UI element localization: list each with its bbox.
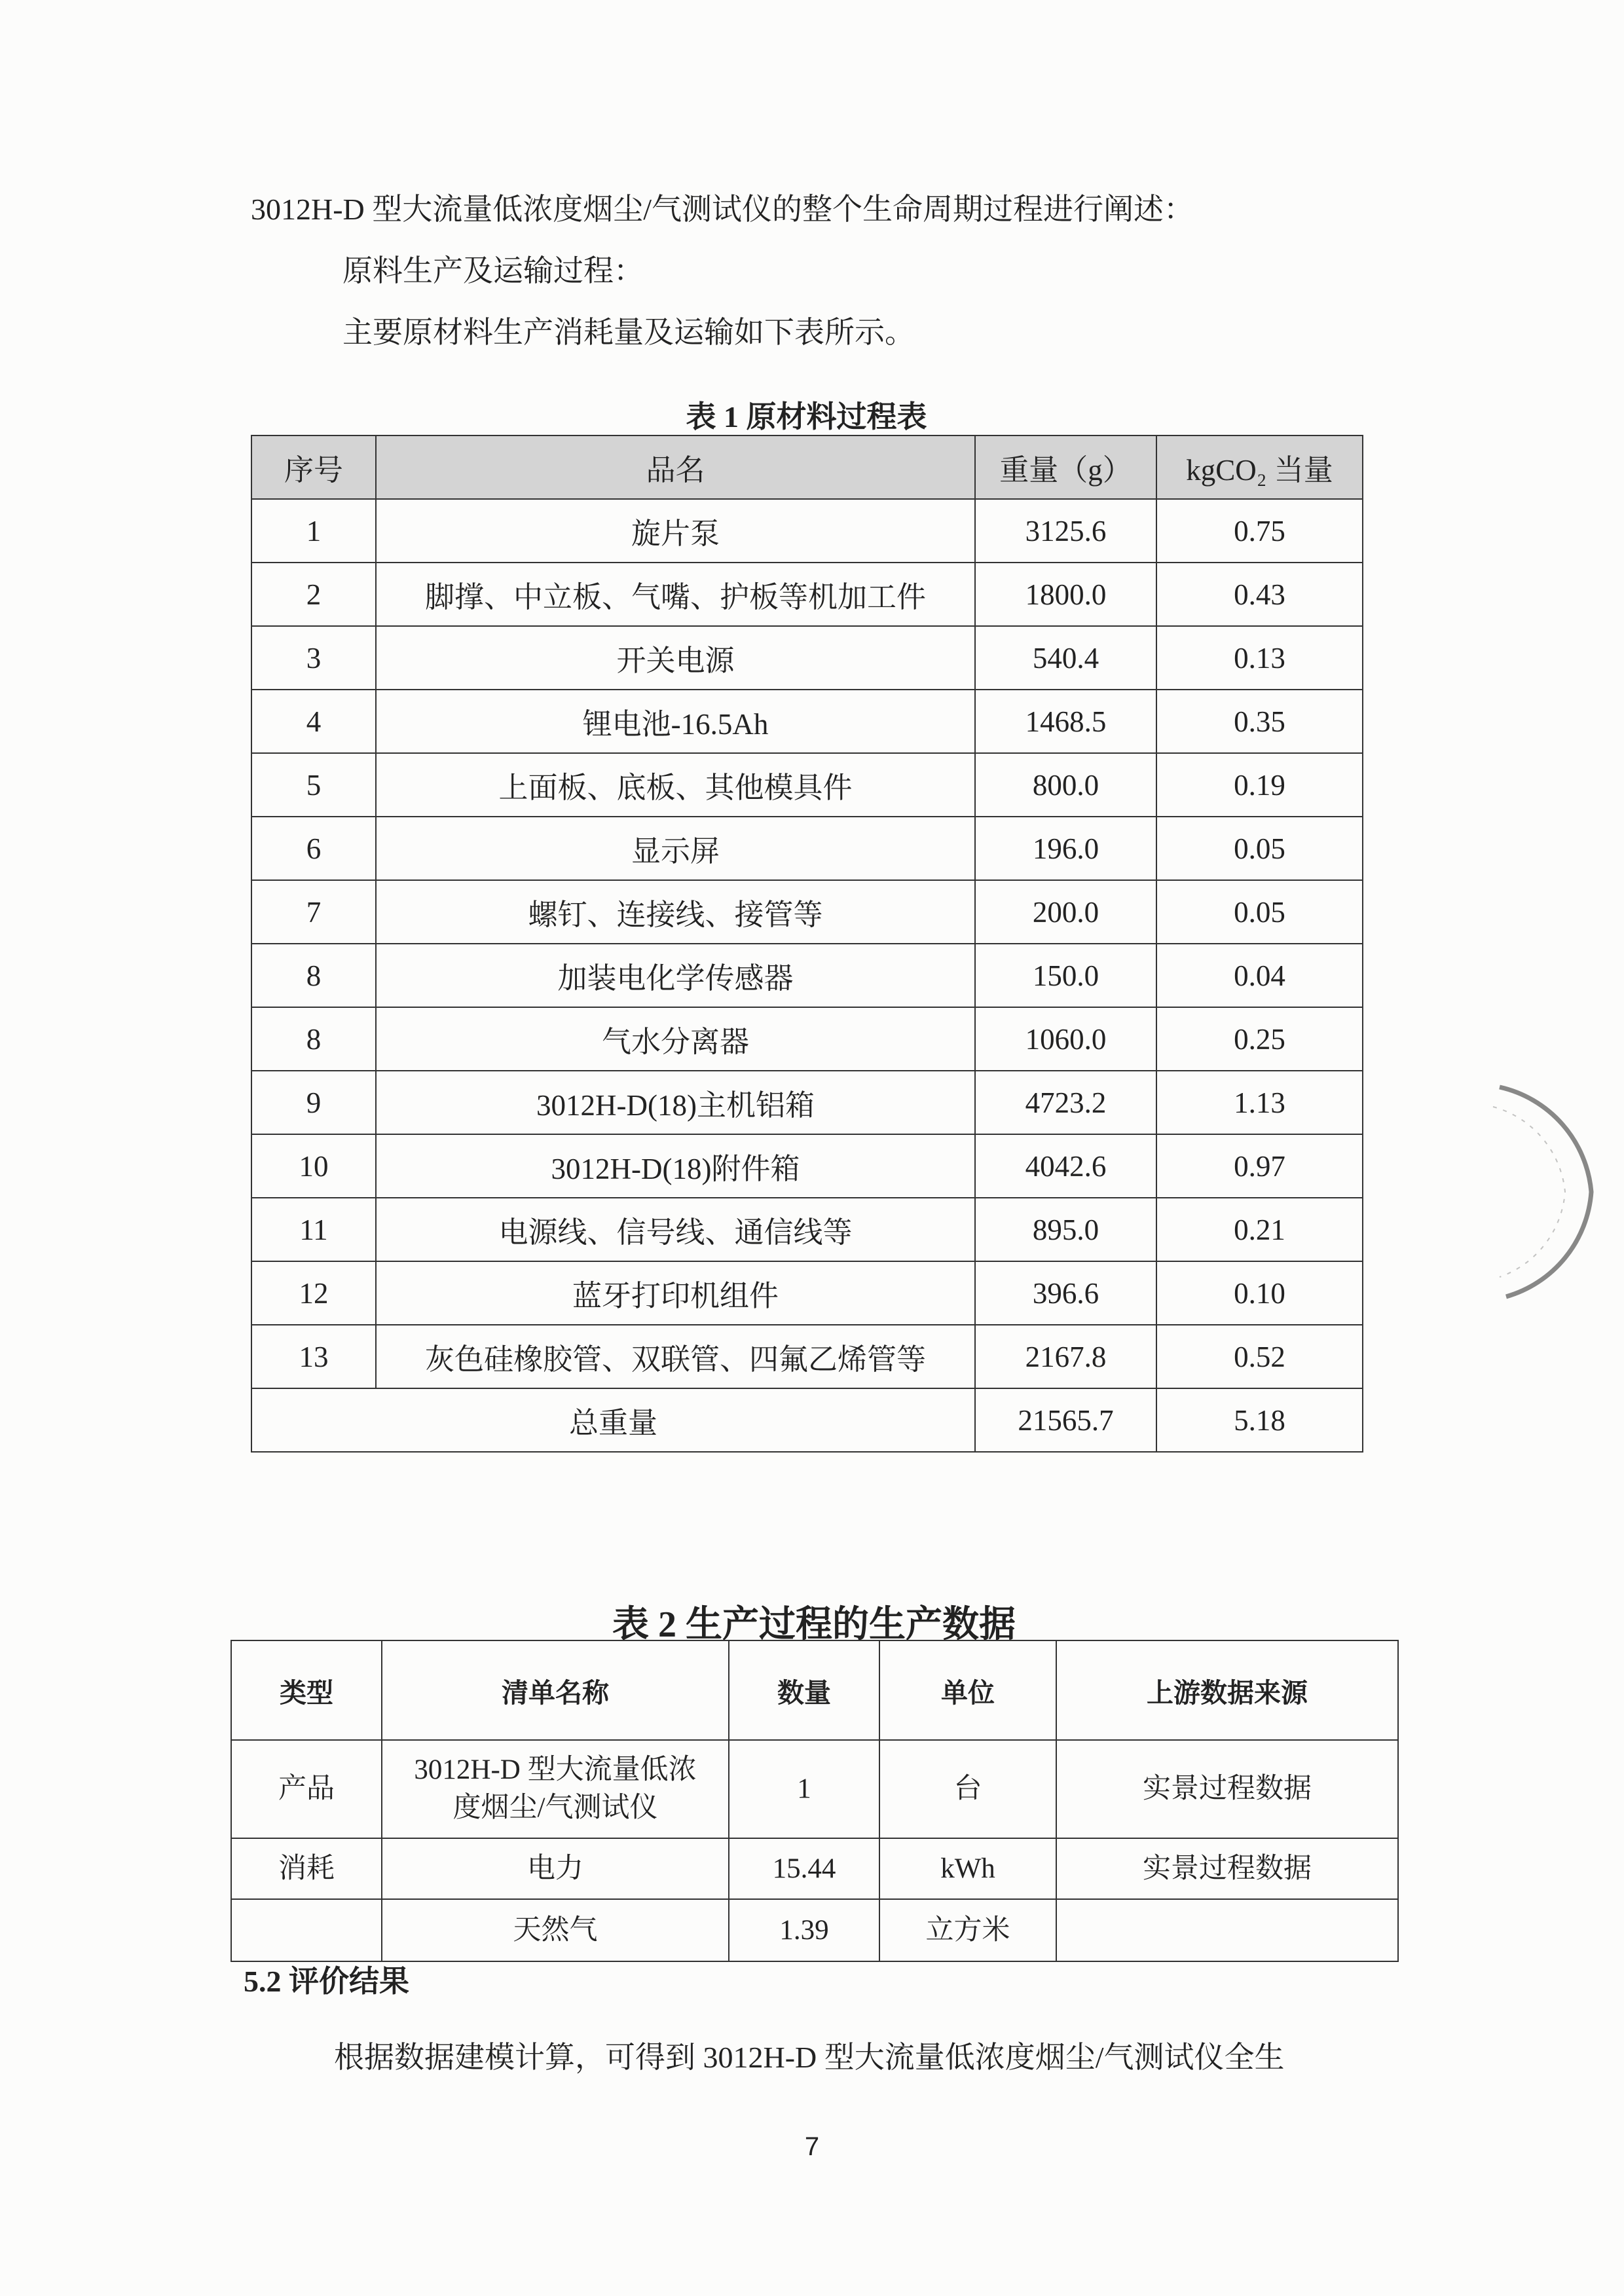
table-row <box>251 1198 1363 1261</box>
row-item-name: 开关电源 <box>376 626 975 690</box>
row-source: 实景过程数据 <box>1056 1740 1398 1838</box>
row-co2: 0.05 <box>1156 880 1363 944</box>
row-co2: 0.43 <box>1156 563 1363 626</box>
section-body: 根据数据建模计算，可得到 3012H-D 型大流量低浓度烟尘/气测试仪全生 <box>334 2041 1285 2074</box>
row-index: 8 <box>251 1007 376 1071</box>
row-item-name: 脚撑、中立板、气嘴、护板等机加工件 <box>376 563 975 626</box>
intro-line-2: 原料生产及运输过程： <box>342 254 644 287</box>
total-weight: 21565.7 <box>975 1388 1156 1452</box>
table-row <box>251 880 1363 944</box>
row-type: 产品 <box>231 1740 382 1838</box>
row-co2: 0.13 <box>1156 626 1363 690</box>
table-row <box>251 1261 1363 1325</box>
row-weight: 1468.5 <box>975 690 1156 753</box>
row-item-name: 灰色硅橡胶管、双联管、四氟乙烯管等 <box>376 1325 975 1388</box>
row-index: 4 <box>251 690 376 753</box>
row-co2: 0.52 <box>1156 1325 1363 1388</box>
row-item-name: 上面板、底板、其他模具件 <box>376 753 975 817</box>
row-weight: 2167.8 <box>975 1325 1156 1388</box>
table-row <box>251 753 1363 817</box>
row-source: 实景过程数据 <box>1056 1838 1398 1899</box>
row-co2: 0.25 <box>1156 1007 1363 1071</box>
table-row <box>251 690 1363 753</box>
row-index: 8 <box>251 944 376 1007</box>
row-weight: 800.0 <box>975 753 1156 817</box>
row-index: 13 <box>251 1325 376 1388</box>
seal-stamp-icon <box>1486 1061 1624 1323</box>
row-weight: 1060.0 <box>975 1007 1156 1071</box>
row-weight: 1800.0 <box>975 563 1156 626</box>
row-type: 消耗 <box>231 1838 382 1899</box>
table-header-row <box>251 435 1363 499</box>
row-name: 电力 <box>382 1838 729 1899</box>
table-row <box>251 1325 1363 1388</box>
row-co2: 0.05 <box>1156 817 1363 880</box>
row-name: 天然气 <box>382 1899 729 1961</box>
row-weight: 396.6 <box>975 1261 1156 1325</box>
table-row <box>251 1007 1363 1071</box>
row-item-name: 3012H-D(18)主机铝箱 <box>376 1071 975 1134</box>
row-co2: 0.21 <box>1156 1198 1363 1261</box>
row-index: 6 <box>251 817 376 880</box>
row-weight: 895.0 <box>975 1198 1156 1261</box>
row-weight: 196.0 <box>975 817 1156 880</box>
row-index: 10 <box>251 1134 376 1198</box>
row-index: 2 <box>251 563 376 626</box>
row-name: 3012H-D 型大流量低浓度烟尘/气测试仪 <box>382 1740 729 1838</box>
row-item-name: 气水分离器 <box>376 1007 975 1071</box>
row-index: 9 <box>251 1071 376 1134</box>
table1-caption: 表 1 原材料过程表 <box>686 400 927 434</box>
row-weight: 4042.6 <box>975 1134 1156 1198</box>
row-weight: 540.4 <box>975 626 1156 690</box>
row-source <box>1056 1899 1398 1961</box>
col-header-index: 序号 <box>251 435 376 499</box>
row-item-name: 锂电池-16.5Ah <box>376 690 975 753</box>
row-index: 12 <box>251 1261 376 1325</box>
table-row <box>231 1740 1398 1838</box>
table-row <box>251 1134 1363 1198</box>
col-header-type: 类型 <box>231 1640 382 1740</box>
row-index: 3 <box>251 626 376 690</box>
materials-table <box>251 435 1363 1453</box>
table-row <box>231 1899 1398 1961</box>
col-header-unit: 单位 <box>879 1640 1056 1740</box>
production-data-table <box>231 1640 1399 1962</box>
intro-line-3: 主要原材料生产消耗量及运输如下表所示。 <box>342 316 915 349</box>
row-co2: 0.10 <box>1156 1261 1363 1325</box>
intro-line-1: 3012H-D 型大流量低浓度烟尘/气测试仪的整个生命周期过程进行阐述： <box>251 193 1194 226</box>
table-row <box>251 817 1363 880</box>
row-unit: 立方米 <box>879 1899 1056 1961</box>
table-row <box>251 499 1363 563</box>
row-weight: 4723.2 <box>975 1071 1156 1134</box>
row-index: 5 <box>251 753 376 817</box>
row-co2: 0.35 <box>1156 690 1363 753</box>
col-header-weight: 重量（g） <box>975 435 1156 499</box>
row-item-name: 电源线、信号线、通信线等 <box>376 1198 975 1261</box>
row-qty: 1.39 <box>729 1899 879 1961</box>
row-item-name: 螺钉、连接线、接管等 <box>376 880 975 944</box>
section-number: 5.2 <box>244 1965 282 1998</box>
table-row <box>251 563 1363 626</box>
col-header-quantity: 数量 <box>729 1640 879 1740</box>
total-co2: 5.18 <box>1156 1388 1363 1452</box>
row-co2: 0.04 <box>1156 944 1363 1007</box>
row-co2: 0.97 <box>1156 1134 1363 1198</box>
row-co2: 0.75 <box>1156 499 1363 563</box>
row-qty: 15.44 <box>729 1838 879 1899</box>
row-unit: 台 <box>879 1740 1056 1838</box>
col-header-co2: kgCO₂ 当量 <box>1156 435 1363 499</box>
table-row <box>251 944 1363 1007</box>
row-co2: 1.13 <box>1156 1071 1363 1134</box>
table-row <box>251 1071 1363 1134</box>
total-label: 总重量 <box>251 1388 975 1452</box>
row-weight: 200.0 <box>975 880 1156 944</box>
table-row <box>251 626 1363 690</box>
row-index: 7 <box>251 880 376 944</box>
table-row <box>231 1838 1398 1899</box>
row-item-name: 加装电化学传感器 <box>376 944 975 1007</box>
col-header-name: 品名 <box>376 435 975 499</box>
row-weight: 3125.6 <box>975 499 1156 563</box>
section-heading <box>244 1962 409 2001</box>
row-item-name: 3012H-D(18)附件箱 <box>376 1134 975 1198</box>
row-qty: 1 <box>729 1740 879 1838</box>
page-number: 7 <box>804 2132 820 2161</box>
section-title: 评价结果 <box>289 1965 409 1998</box>
row-unit: kWh <box>879 1838 1056 1899</box>
row-type <box>231 1899 382 1961</box>
row-weight: 150.0 <box>975 944 1156 1007</box>
row-co2: 0.19 <box>1156 753 1363 817</box>
table-header-row <box>231 1640 1398 1740</box>
row-item-name: 蓝牙打印机组件 <box>376 1261 975 1325</box>
col-header-source: 上游数据来源 <box>1056 1640 1398 1740</box>
row-item-name: 旋片泵 <box>376 499 975 563</box>
row-item-name: 显示屏 <box>376 817 975 880</box>
table2-caption: 表 2 生产过程的生产数据 <box>612 1604 1016 1645</box>
row-index: 1 <box>251 499 376 563</box>
row-index: 11 <box>251 1198 376 1261</box>
total-row <box>251 1388 1363 1452</box>
col-header-list-name: 清单名称 <box>382 1640 729 1740</box>
